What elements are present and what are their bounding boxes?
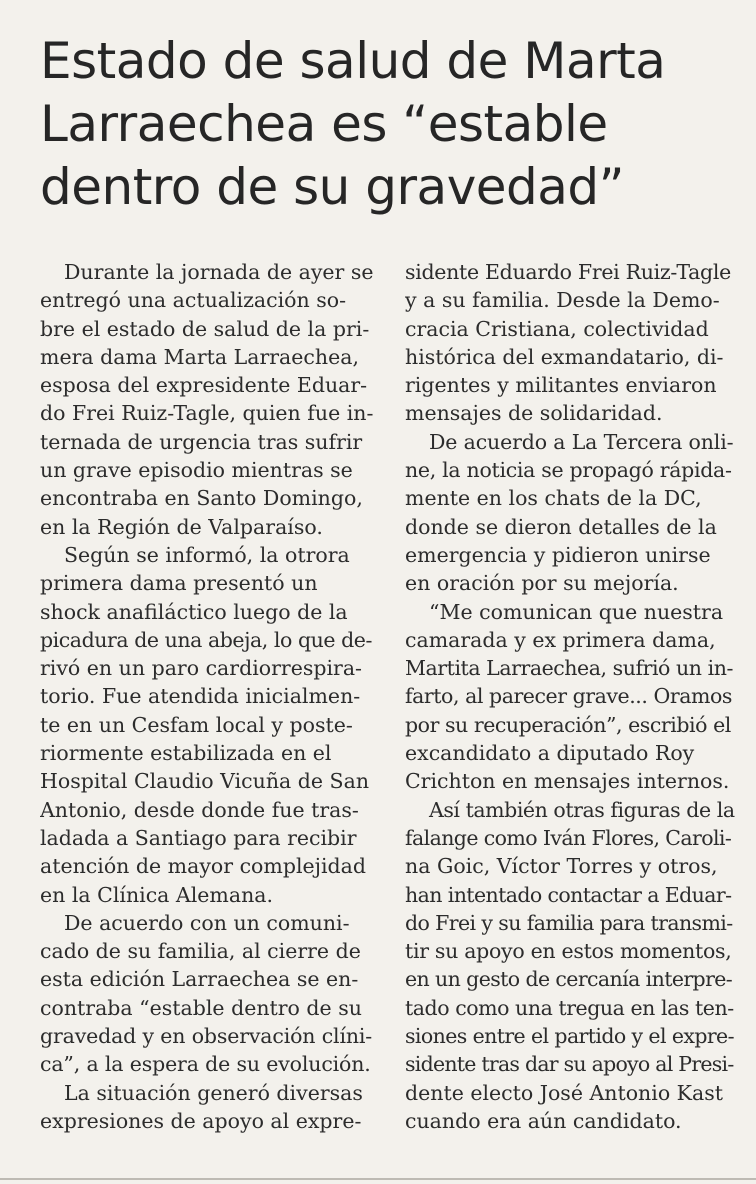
headline-line: dentro de su gravedad” <box>40 158 625 216</box>
text-line: Crichton en mensajes internos. <box>405 769 730 794</box>
text-line: shock anafiláctico luego de la <box>40 599 348 624</box>
text-line: siones entre el partido y el expre- <box>405 1024 734 1049</box>
text-line: primera dama presentó un <box>40 571 318 596</box>
text-line: Hospital Claudio Vicuña de San <box>40 769 370 794</box>
text-line: histórica del exmandatario, di- <box>405 344 724 369</box>
text-line: Así también otras figuras de la <box>429 797 735 822</box>
text-line: en un gesto de cercanía interpre- <box>405 967 733 992</box>
text-line: “Me comunican que nuestra <box>429 599 724 624</box>
bottom-divider <box>0 1178 756 1180</box>
text-line: camarada y ex primera dama, <box>405 627 716 652</box>
text-line: expresiones de apoyo al expre- <box>40 1108 362 1133</box>
text-line: De acuerdo a La Tercera onli- <box>429 429 734 454</box>
text-line: te en un Cesfam local y poste- <box>40 712 353 737</box>
article-column-left <box>40 258 375 1135</box>
text-line: atención de mayor complejidad <box>40 854 367 879</box>
text-line: mera dama Marta Larraechea, <box>40 344 359 369</box>
text-line: rigentes y militantes enviaron <box>405 373 717 398</box>
text-line: Martita Larraechea, sufrió un in- <box>405 656 733 681</box>
text-line: sidente Eduardo Frei Ruiz-Tagle <box>405 260 731 284</box>
text-line: Según se informó, la otrora <box>64 542 350 567</box>
text-line: sidente tras dar su apoyo al Presi- <box>405 1052 734 1077</box>
text-line: tado como una tregua en las ten- <box>405 995 734 1020</box>
text-line: esta edición Larraechea se en- <box>40 967 359 992</box>
text-line: do Frei y su familia para transmi- <box>405 910 733 935</box>
text-line: contraba “estable dentro de su <box>40 995 362 1020</box>
text-line: cado de su familia, al cierre de <box>40 939 361 964</box>
text-line: gravedad y en observación clíni- <box>40 1024 373 1049</box>
text-line: Antonio, desde donde fue tras- <box>40 797 359 822</box>
article-column-right <box>405 258 735 1135</box>
text-line: bre el estado de salud de la pri- <box>40 316 370 341</box>
text-line: na Goic, Víctor Torres y otros, <box>405 854 718 879</box>
text-line: en oración por su mejoría. <box>405 571 679 596</box>
headline-line: Larraechea es “estable <box>40 95 608 153</box>
text-line: mente en los chats de la DC, <box>405 486 702 511</box>
text-line: donde se dieron detalles de la <box>405 514 717 539</box>
text-line: ne, la noticia se propagó rápida- <box>405 458 732 483</box>
headline-line: Estado de salud de Marta <box>40 32 666 90</box>
text-line: en la Clínica Alemana. <box>40 882 274 907</box>
text-line: un grave episodio mientras se <box>40 458 353 483</box>
text-line: tir su apoyo en estos momentos, <box>405 939 732 964</box>
text-line: excandidato a diputado Roy <box>405 741 695 766</box>
text-line: dente electo José Antonio Kast <box>405 1080 723 1105</box>
text-line: emergencia y pidieron unirse <box>405 542 711 567</box>
text-line: mensajes de solidaridad. <box>405 401 663 426</box>
text-line: encontraba en Santo Domingo, <box>40 486 363 511</box>
article-headline <box>40 30 740 219</box>
text-line: cracia Cristiana, colectividad <box>405 316 709 341</box>
text-line: Durante la jornada de ayer se <box>64 260 374 284</box>
text-line: entregó una actualización so- <box>40 288 347 313</box>
text-line: ternada de urgencia tras sufrir <box>40 429 363 454</box>
text-line: esposa del expresidente Eduar- <box>40 373 368 398</box>
text-line: en la Región de Valparaíso. <box>40 514 323 539</box>
text-line: ladada a Santiago para recibir <box>40 825 357 850</box>
text-line: ca”, a la espera de su evolución. <box>40 1052 371 1077</box>
text-line: La situación generó diversas <box>64 1080 363 1105</box>
text-line: por su recuperación”, escribió el <box>405 712 731 737</box>
text-line: y a su familia. Desde la Demo- <box>405 288 720 313</box>
text-line: torio. Fue atendida inicialmen- <box>40 684 361 709</box>
text-line: De acuerdo con un comuni- <box>64 910 350 935</box>
text-line: farto, al parecer grave... Oramos <box>405 684 732 709</box>
text-line: riormente estabilizada en el <box>40 741 332 766</box>
text-line: picadura de una abeja, lo que de- <box>40 627 372 652</box>
text-line: rivó en un paro cardiorrespira- <box>40 656 362 681</box>
text-line: cuando era aún candidato. <box>405 1108 682 1133</box>
text-line: do Frei Ruiz-Tagle, quien fue in- <box>40 401 374 426</box>
text-line: falange como Iván Flores, Caroli- <box>405 825 732 850</box>
text-line: han intentado contactar a Eduar- <box>405 882 732 907</box>
